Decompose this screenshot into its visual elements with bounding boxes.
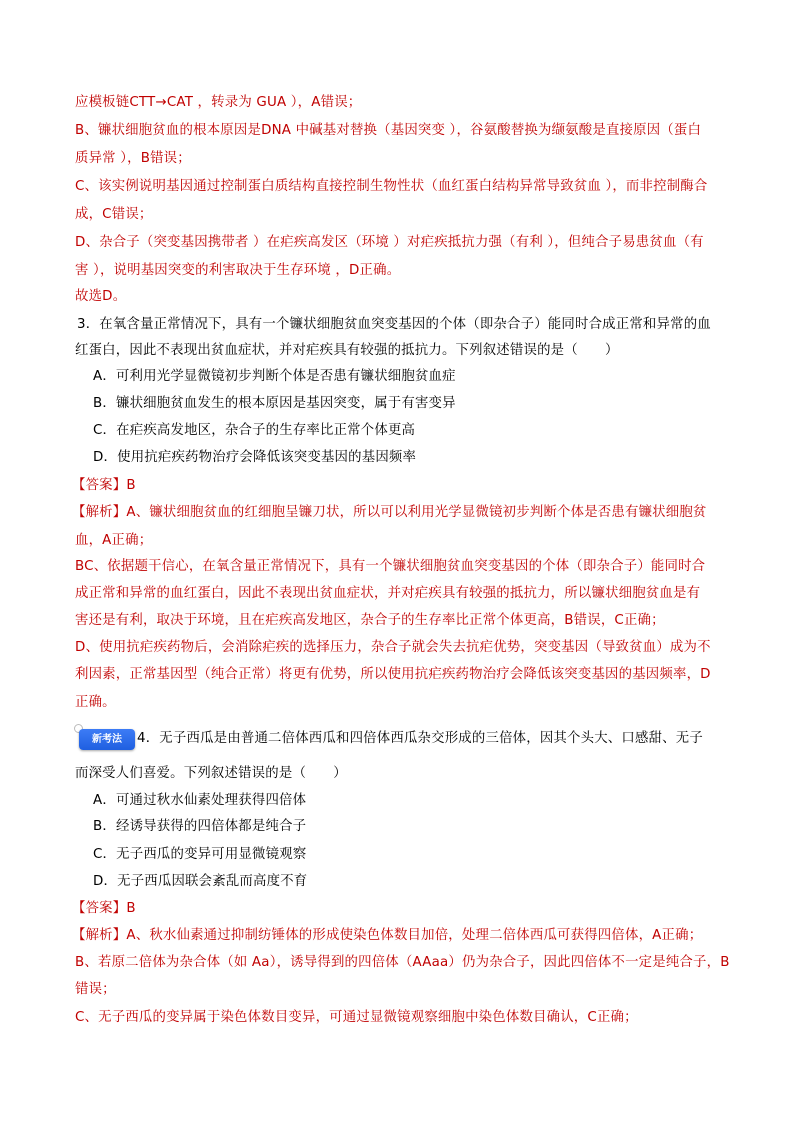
q3-answer: 【答案】B bbox=[72, 478, 136, 493]
prev-analysis-line-5: 成，C错误； bbox=[75, 207, 153, 222]
new-exam-method-badge: 新考法 bbox=[79, 729, 135, 750]
q4-analysis-line-2: B、若原二倍体为杂合体（如 Aa），诱导得到的四倍体（AAaa）仍为杂合子，因此四倍体不一定是纯合子，B bbox=[75, 955, 730, 970]
q3-analysis-line-4: 成正常和异常的血红蛋白，因此不表现出贫血症状，并对疟疾具有较强的抵抗力，所以镰状细胞贫血是有 bbox=[75, 586, 701, 601]
q4-analysis-line-3: 错误； bbox=[75, 982, 116, 997]
prev-analysis-line-2: B、镰状细胞贫血的根本原因是DNA 中碱基对替换（基因突变 ），谷氨酸替换为缬氨酸是直接原因（蛋白 bbox=[75, 123, 702, 138]
q3-analysis-line-2: 血，A正确； bbox=[75, 533, 153, 548]
q4-option-d: D．无子西瓜因联会紊乱而高度不育 bbox=[93, 874, 308, 889]
q4-option-a: A．可通过秋水仙素处理获得四倍体 bbox=[93, 793, 307, 808]
q3-stem-line-1: 3．在氧含量正常情况下，具有一个镰状细胞贫血突变基因的个体（即杂合子）能同时合成正常和异常的血 bbox=[77, 317, 711, 332]
q3-option-d: D．使用抗疟疾药物治疗会降低该突变基因的基因频率 bbox=[93, 450, 417, 465]
q4-analysis-line-4: C、无子西瓜的变异属于染色体数目变异，可通过显微镜观察细胞中染色体数目确认，C正确； bbox=[75, 1010, 638, 1025]
q4-answer: 【答案】B bbox=[72, 901, 136, 916]
q4-option-c: C．无子西瓜的变异可用显微镜观察 bbox=[93, 847, 307, 862]
q4-stem-line-1: 4．无子西瓜是由普通二倍体西瓜和四倍体西瓜杂交形成的三倍体，因其个头大、口感甜、无子 bbox=[137, 731, 703, 746]
q3-option-a: A．可利用光学显微镜初步判断个体是否患有镰状细胞贫血症 bbox=[93, 369, 456, 384]
q3-option-c: C．在疟疾高发地区，杂合子的生存率比正常个体更高 bbox=[93, 423, 416, 438]
q3-analysis-line-5: 害还是有利，取决于环境，且在疟疾高发地区，杂合子的生存率比正常个体更高，B错误，C正确； bbox=[75, 613, 665, 628]
q3-analysis-line-8: 正确。 bbox=[75, 695, 116, 710]
q3-analysis-line-3: BC、依据题干信心，在氧含量正常情况下，具有一个镰状细胞贫血突变基因的个体（即杂合子）能同时合 bbox=[75, 559, 706, 574]
prev-analysis-line-1: 应模板链CTT→CAT ，转录为 GUA ），A错误； bbox=[75, 95, 362, 110]
prev-analysis-line-4: C、该实例说明基因通过控制蛋白质结构直接控制生物性状（血红蛋白结构异常导致贫血 ），而非控制酶合 bbox=[75, 179, 708, 194]
q4-stem-line-2: 而深受人们喜爱。下列叙述错误的是（ ） bbox=[75, 766, 347, 781]
q3-analysis-line-1: 【解析】A、镰状细胞贫血的红细胞呈镰刀状，所以可以利用光学显微镜初步判断个体是否患有镰状细胞贫 bbox=[72, 505, 707, 520]
q4-analysis-line-1: 【解析】A、秋水仙素通过抑制纺锤体的形成使染色体数目加倍，处理二倍体西瓜可获得四倍体，A正确； bbox=[72, 928, 703, 943]
q3-analysis-line-6: D、使用抗疟疾药物后，会消除疟疾的选择压力，杂合子就会失去抗疟优势，突变基因（导致贫血）成为不 bbox=[75, 640, 711, 655]
q3-analysis-line-7: 利因素，正常基因型（纯合正常）将更有优势，所以使用抗疟疾药物治疗会降低该突变基因的基因频率，D bbox=[75, 667, 711, 682]
q3-stem-line-2: 红蛋白，因此不表现出贫血症状，并对疟疾具有较强的抵抗力。下列叙述错误的是（ ） bbox=[75, 343, 619, 358]
q3-option-b: B．镰状细胞贫血发生的根本原因是基因突变，属于有害变异 bbox=[93, 396, 456, 411]
prev-conclusion: 故选D。 bbox=[75, 289, 127, 304]
prev-analysis-line-7: 害 ），说明基因突变的利害取决于生存环境 ，D正确。 bbox=[75, 263, 401, 278]
q4-option-b: B．经诱导获得的四倍体都是纯合子 bbox=[93, 819, 307, 834]
prev-analysis-line-3: 质异常 ），B错误； bbox=[75, 151, 191, 166]
prev-analysis-line-6: D、杂合子（突变基因携带者 ）在疟疾高发区（环境 ）对疟疾抵抗力强（有利 ），但纯合子易患贫血（有 bbox=[75, 235, 704, 250]
